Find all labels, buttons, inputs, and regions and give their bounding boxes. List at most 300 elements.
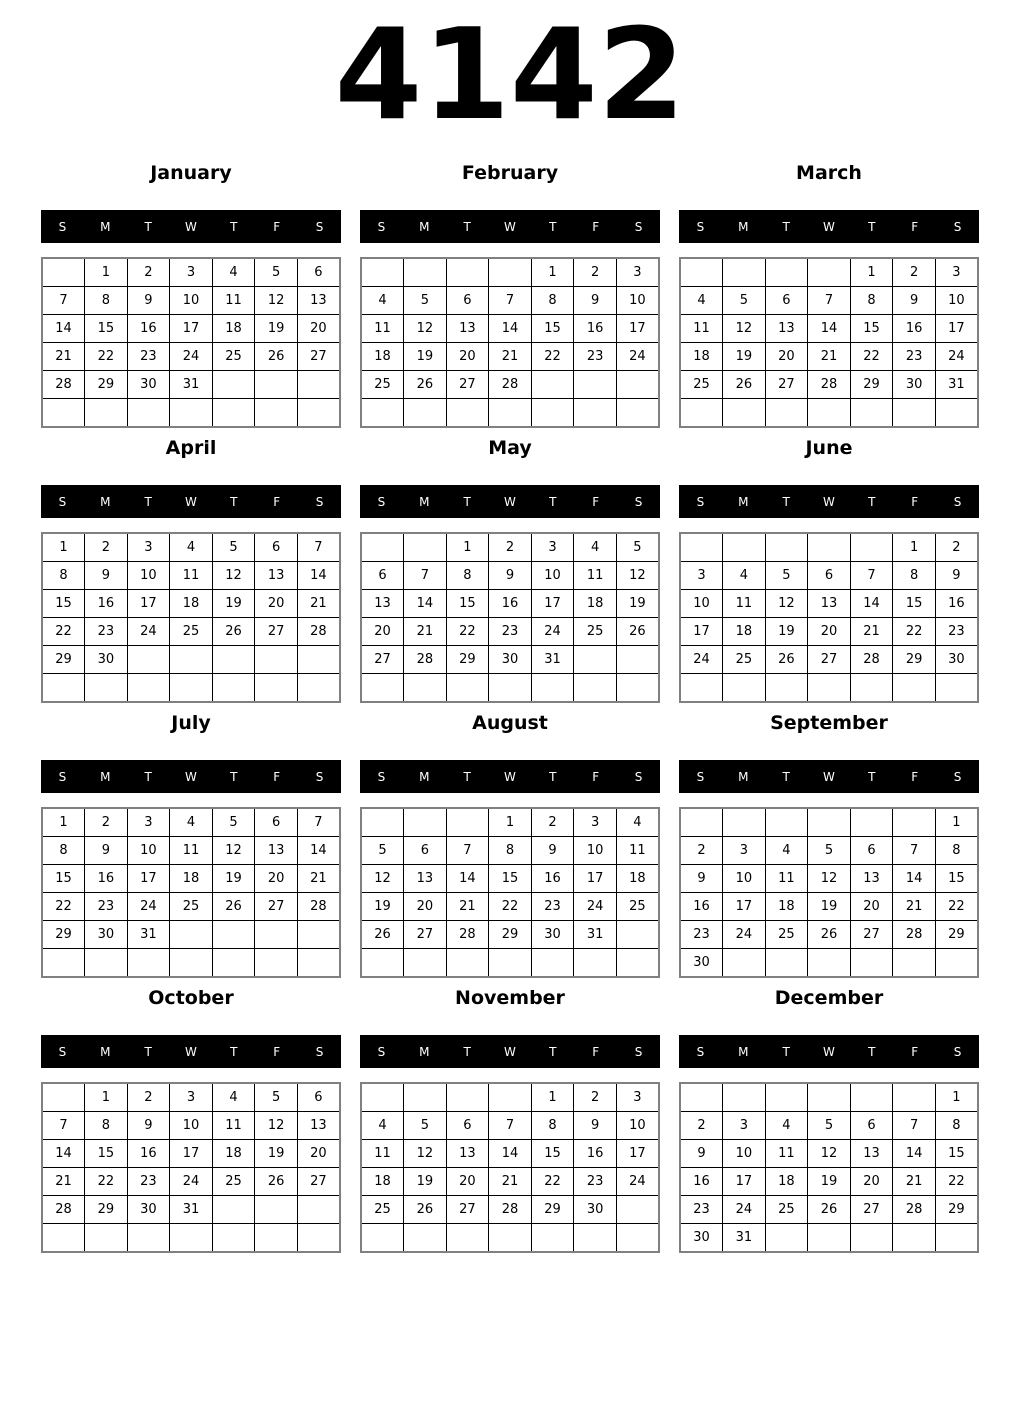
week-row bbox=[42, 865, 340, 893]
week-row bbox=[680, 1224, 978, 1253]
empty-day-cell bbox=[255, 1196, 298, 1224]
day-cell: 13 bbox=[850, 865, 893, 893]
weekday-label: S bbox=[953, 494, 962, 509]
day-cell: 26 bbox=[616, 618, 659, 646]
empty-day-cell bbox=[489, 1083, 532, 1112]
day-cell: 4 bbox=[574, 533, 617, 562]
empty-day-cell bbox=[170, 1224, 213, 1253]
empty-day-cell bbox=[808, 533, 851, 562]
day-cell: 5 bbox=[404, 1112, 447, 1140]
weekday-label: W bbox=[504, 494, 516, 509]
empty-day-cell bbox=[361, 533, 404, 562]
day-cell: 1 bbox=[42, 808, 85, 837]
weekday-label: M bbox=[100, 1044, 111, 1059]
weekday-label: T bbox=[782, 1044, 790, 1059]
day-cell: 2 bbox=[893, 258, 936, 287]
month-april bbox=[41, 437, 341, 703]
day-cell: 3 bbox=[616, 258, 659, 287]
week-row bbox=[680, 315, 978, 343]
day-cell: 20 bbox=[808, 618, 851, 646]
week-row bbox=[680, 562, 978, 590]
month-grid bbox=[360, 807, 660, 978]
weekday-label: T bbox=[144, 1044, 152, 1059]
empty-day-cell bbox=[127, 646, 170, 674]
day-cell: 5 bbox=[616, 533, 659, 562]
week-row bbox=[361, 865, 659, 893]
day-cell: 25 bbox=[212, 1168, 255, 1196]
weekday-header-bar bbox=[360, 210, 660, 243]
day-cell: 10 bbox=[127, 562, 170, 590]
day-cell: 13 bbox=[446, 315, 489, 343]
day-cell: 30 bbox=[127, 371, 170, 399]
empty-day-cell bbox=[446, 399, 489, 428]
week-row bbox=[42, 893, 340, 921]
day-cell: 3 bbox=[127, 808, 170, 837]
day-cell: 19 bbox=[212, 865, 255, 893]
day-cell: 22 bbox=[42, 618, 85, 646]
day-cell: 25 bbox=[574, 618, 617, 646]
day-cell: 4 bbox=[723, 562, 766, 590]
day-cell: 30 bbox=[85, 646, 128, 674]
day-cell: 9 bbox=[127, 1112, 170, 1140]
day-cell: 21 bbox=[297, 865, 340, 893]
empty-day-cell bbox=[574, 646, 617, 674]
empty-day-cell bbox=[404, 674, 447, 703]
day-cell: 6 bbox=[850, 1112, 893, 1140]
day-cell: 2 bbox=[680, 837, 723, 865]
day-cell: 10 bbox=[723, 1140, 766, 1168]
empty-day-cell bbox=[765, 808, 808, 837]
day-cell: 5 bbox=[404, 287, 447, 315]
day-cell: 11 bbox=[765, 865, 808, 893]
day-cell: 21 bbox=[808, 343, 851, 371]
day-cell: 26 bbox=[808, 1196, 851, 1224]
weekday-label: W bbox=[185, 494, 197, 509]
empty-day-cell bbox=[531, 371, 574, 399]
week-row bbox=[361, 808, 659, 837]
month-grid bbox=[41, 807, 341, 978]
day-cell: 16 bbox=[935, 590, 978, 618]
week-row bbox=[361, 1196, 659, 1224]
weekday-label: S bbox=[696, 1044, 705, 1059]
empty-day-cell bbox=[893, 1083, 936, 1112]
week-row bbox=[42, 343, 340, 371]
empty-day-cell bbox=[574, 1224, 617, 1253]
day-cell: 2 bbox=[127, 258, 170, 287]
weekday-label: S bbox=[696, 769, 705, 784]
day-cell: 8 bbox=[531, 1112, 574, 1140]
week-row bbox=[680, 949, 978, 978]
day-cell: 29 bbox=[42, 646, 85, 674]
day-cell: 7 bbox=[404, 562, 447, 590]
week-row bbox=[42, 590, 340, 618]
weekday-label: S bbox=[696, 219, 705, 234]
day-cell: 12 bbox=[212, 562, 255, 590]
empty-day-cell bbox=[85, 399, 128, 428]
weekday-label: S bbox=[58, 494, 67, 509]
empty-day-cell bbox=[531, 399, 574, 428]
day-cell: 11 bbox=[212, 287, 255, 315]
day-cell: 2 bbox=[574, 258, 617, 287]
day-cell: 29 bbox=[531, 1196, 574, 1224]
day-cell: 9 bbox=[489, 562, 532, 590]
empty-day-cell bbox=[893, 1224, 936, 1253]
empty-day-cell bbox=[170, 674, 213, 703]
day-cell: 17 bbox=[127, 865, 170, 893]
empty-day-cell bbox=[489, 949, 532, 978]
empty-day-cell bbox=[765, 949, 808, 978]
empty-day-cell bbox=[170, 646, 213, 674]
day-cell: 17 bbox=[170, 315, 213, 343]
day-cell: 8 bbox=[935, 837, 978, 865]
week-row bbox=[680, 837, 978, 865]
day-cell: 13 bbox=[297, 287, 340, 315]
day-cell: 17 bbox=[723, 1168, 766, 1196]
week-row bbox=[680, 921, 978, 949]
week-row bbox=[42, 1168, 340, 1196]
day-cell: 18 bbox=[765, 1168, 808, 1196]
weekday-label: M bbox=[100, 769, 111, 784]
weekday-label: W bbox=[823, 769, 835, 784]
week-row bbox=[680, 646, 978, 674]
empty-day-cell bbox=[850, 399, 893, 428]
day-cell: 16 bbox=[127, 315, 170, 343]
weekday-header-bar bbox=[679, 210, 979, 243]
month-title: August bbox=[472, 712, 548, 734]
day-cell: 14 bbox=[297, 837, 340, 865]
day-cell: 15 bbox=[893, 590, 936, 618]
empty-day-cell bbox=[765, 1224, 808, 1253]
empty-day-cell bbox=[404, 258, 447, 287]
day-cell: 29 bbox=[85, 371, 128, 399]
empty-day-cell bbox=[361, 808, 404, 837]
day-cell: 3 bbox=[935, 258, 978, 287]
day-cell: 9 bbox=[893, 287, 936, 315]
day-cell: 3 bbox=[127, 533, 170, 562]
day-cell: 18 bbox=[170, 865, 213, 893]
day-cell: 17 bbox=[531, 590, 574, 618]
weekday-label: M bbox=[738, 1044, 749, 1059]
weekday-label: S bbox=[696, 494, 705, 509]
day-cell: 24 bbox=[616, 1168, 659, 1196]
empty-day-cell bbox=[212, 1224, 255, 1253]
empty-day-cell bbox=[212, 674, 255, 703]
day-cell: 9 bbox=[85, 562, 128, 590]
day-cell: 16 bbox=[531, 865, 574, 893]
day-cell: 9 bbox=[574, 1112, 617, 1140]
day-cell: 13 bbox=[361, 590, 404, 618]
weekday-label: S bbox=[953, 219, 962, 234]
empty-day-cell bbox=[850, 1083, 893, 1112]
week-row bbox=[680, 533, 978, 562]
day-cell: 8 bbox=[489, 837, 532, 865]
day-cell: 3 bbox=[680, 562, 723, 590]
empty-day-cell bbox=[446, 258, 489, 287]
weekday-label: S bbox=[315, 769, 324, 784]
day-cell: 8 bbox=[446, 562, 489, 590]
empty-day-cell bbox=[446, 1083, 489, 1112]
week-row bbox=[680, 399, 978, 428]
day-cell: 10 bbox=[170, 287, 213, 315]
weekday-header-bar bbox=[41, 760, 341, 793]
day-cell: 22 bbox=[42, 893, 85, 921]
day-cell: 28 bbox=[489, 1196, 532, 1224]
day-cell: 7 bbox=[893, 837, 936, 865]
empty-day-cell bbox=[616, 1224, 659, 1253]
day-cell: 1 bbox=[531, 1083, 574, 1112]
empty-day-cell bbox=[765, 533, 808, 562]
week-row bbox=[361, 646, 659, 674]
day-cell: 30 bbox=[680, 949, 723, 978]
month-january bbox=[41, 162, 341, 428]
day-cell: 24 bbox=[723, 921, 766, 949]
day-cell: 5 bbox=[765, 562, 808, 590]
day-cell: 27 bbox=[446, 371, 489, 399]
empty-day-cell bbox=[170, 399, 213, 428]
day-cell: 23 bbox=[127, 1168, 170, 1196]
empty-day-cell bbox=[531, 1224, 574, 1253]
empty-day-cell bbox=[808, 674, 851, 703]
week-row bbox=[361, 1224, 659, 1253]
empty-day-cell bbox=[616, 399, 659, 428]
empty-day-cell bbox=[574, 674, 617, 703]
week-row bbox=[361, 893, 659, 921]
day-cell: 22 bbox=[935, 1168, 978, 1196]
empty-day-cell bbox=[297, 1196, 340, 1224]
weekday-label: F bbox=[273, 1044, 281, 1059]
day-cell: 23 bbox=[85, 893, 128, 921]
day-cell: 14 bbox=[893, 1140, 936, 1168]
weekday-label: T bbox=[549, 1044, 557, 1059]
day-cell: 31 bbox=[170, 371, 213, 399]
day-cell: 10 bbox=[170, 1112, 213, 1140]
day-cell: 14 bbox=[850, 590, 893, 618]
day-cell: 25 bbox=[723, 646, 766, 674]
day-cell: 6 bbox=[404, 837, 447, 865]
empty-day-cell bbox=[85, 674, 128, 703]
empty-day-cell bbox=[616, 1196, 659, 1224]
month-december bbox=[679, 987, 979, 1253]
weekday-label: T bbox=[549, 769, 557, 784]
day-cell: 5 bbox=[723, 287, 766, 315]
day-cell: 6 bbox=[446, 1112, 489, 1140]
weekday-header-bar bbox=[41, 485, 341, 518]
day-cell: 16 bbox=[127, 1140, 170, 1168]
day-cell: 16 bbox=[680, 1168, 723, 1196]
day-cell: 17 bbox=[127, 590, 170, 618]
day-cell: 31 bbox=[935, 371, 978, 399]
empty-day-cell bbox=[765, 258, 808, 287]
day-cell: 1 bbox=[850, 258, 893, 287]
empty-day-cell bbox=[255, 399, 298, 428]
weekday-label: M bbox=[738, 219, 749, 234]
weekday-label: F bbox=[911, 219, 919, 234]
day-cell: 18 bbox=[170, 590, 213, 618]
day-cell: 25 bbox=[361, 371, 404, 399]
empty-day-cell bbox=[255, 674, 298, 703]
week-row bbox=[680, 371, 978, 399]
day-cell: 9 bbox=[531, 837, 574, 865]
week-row bbox=[361, 287, 659, 315]
weekday-label: F bbox=[592, 1044, 600, 1059]
day-cell: 23 bbox=[574, 1168, 617, 1196]
empty-day-cell bbox=[361, 258, 404, 287]
weekday-label: S bbox=[634, 769, 643, 784]
month-title: February bbox=[461, 162, 559, 184]
day-cell: 4 bbox=[170, 808, 213, 837]
week-row bbox=[42, 1140, 340, 1168]
day-cell: 15 bbox=[850, 315, 893, 343]
day-cell: 23 bbox=[680, 921, 723, 949]
day-cell: 1 bbox=[935, 808, 978, 837]
day-cell: 14 bbox=[42, 1140, 85, 1168]
month-grid bbox=[679, 532, 979, 703]
day-cell: 4 bbox=[616, 808, 659, 837]
day-cell: 1 bbox=[531, 258, 574, 287]
empty-day-cell bbox=[935, 674, 978, 703]
day-cell: 15 bbox=[935, 1140, 978, 1168]
empty-day-cell bbox=[404, 808, 447, 837]
day-cell: 8 bbox=[85, 287, 128, 315]
day-cell: 10 bbox=[723, 865, 766, 893]
weekday-header-bar bbox=[360, 485, 660, 518]
day-cell: 11 bbox=[723, 590, 766, 618]
day-cell: 1 bbox=[42, 533, 85, 562]
empty-day-cell bbox=[212, 371, 255, 399]
empty-day-cell bbox=[446, 808, 489, 837]
week-row bbox=[680, 1140, 978, 1168]
day-cell: 27 bbox=[255, 893, 298, 921]
day-cell: 16 bbox=[574, 315, 617, 343]
week-row bbox=[42, 949, 340, 978]
empty-day-cell bbox=[127, 949, 170, 978]
day-cell: 24 bbox=[127, 893, 170, 921]
weekday-label: T bbox=[230, 219, 238, 234]
week-row bbox=[361, 949, 659, 978]
day-cell: 10 bbox=[935, 287, 978, 315]
day-cell: 13 bbox=[765, 315, 808, 343]
weekday-label: S bbox=[377, 219, 386, 234]
day-cell: 25 bbox=[170, 893, 213, 921]
month-may bbox=[360, 437, 660, 703]
day-cell: 6 bbox=[255, 808, 298, 837]
weekday-label: F bbox=[273, 494, 281, 509]
day-cell: 10 bbox=[680, 590, 723, 618]
day-cell: 30 bbox=[680, 1224, 723, 1253]
empty-day-cell bbox=[42, 1083, 85, 1112]
day-cell: 4 bbox=[212, 258, 255, 287]
day-cell: 29 bbox=[85, 1196, 128, 1224]
empty-day-cell bbox=[850, 1224, 893, 1253]
day-cell: 26 bbox=[212, 618, 255, 646]
week-row bbox=[680, 1112, 978, 1140]
week-row bbox=[42, 837, 340, 865]
empty-day-cell bbox=[808, 1224, 851, 1253]
empty-day-cell bbox=[935, 399, 978, 428]
day-cell: 12 bbox=[808, 865, 851, 893]
day-cell: 27 bbox=[808, 646, 851, 674]
empty-day-cell bbox=[808, 949, 851, 978]
weekday-label: S bbox=[315, 219, 324, 234]
week-row bbox=[42, 674, 340, 703]
month-february bbox=[360, 162, 660, 428]
week-row bbox=[42, 533, 340, 562]
day-cell: 23 bbox=[531, 893, 574, 921]
empty-day-cell bbox=[255, 371, 298, 399]
weekday-label: T bbox=[868, 219, 876, 234]
day-cell: 8 bbox=[935, 1112, 978, 1140]
month-august bbox=[360, 712, 660, 978]
empty-day-cell bbox=[446, 949, 489, 978]
weekday-label: F bbox=[592, 769, 600, 784]
day-cell: 7 bbox=[42, 287, 85, 315]
day-cell: 19 bbox=[616, 590, 659, 618]
day-cell: 10 bbox=[127, 837, 170, 865]
day-cell: 11 bbox=[170, 562, 213, 590]
day-cell: 24 bbox=[170, 343, 213, 371]
empty-day-cell bbox=[765, 1083, 808, 1112]
day-cell: 23 bbox=[893, 343, 936, 371]
empty-day-cell bbox=[680, 1083, 723, 1112]
day-cell: 22 bbox=[446, 618, 489, 646]
weekday-label: F bbox=[911, 494, 919, 509]
weekday-label: M bbox=[419, 494, 430, 509]
day-cell: 1 bbox=[446, 533, 489, 562]
empty-day-cell bbox=[680, 258, 723, 287]
month-grid bbox=[679, 1082, 979, 1253]
empty-day-cell bbox=[127, 674, 170, 703]
month-title: December bbox=[774, 987, 884, 1009]
day-cell: 22 bbox=[531, 343, 574, 371]
day-cell: 27 bbox=[297, 1168, 340, 1196]
day-cell: 30 bbox=[489, 646, 532, 674]
day-cell: 4 bbox=[765, 1112, 808, 1140]
day-cell: 14 bbox=[893, 865, 936, 893]
week-row bbox=[42, 258, 340, 287]
day-cell: 30 bbox=[85, 921, 128, 949]
day-cell: 12 bbox=[212, 837, 255, 865]
day-cell: 2 bbox=[935, 533, 978, 562]
day-cell: 12 bbox=[723, 315, 766, 343]
day-cell: 21 bbox=[489, 1168, 532, 1196]
week-row bbox=[680, 1083, 978, 1112]
empty-day-cell bbox=[616, 674, 659, 703]
day-cell: 4 bbox=[212, 1083, 255, 1112]
day-cell: 16 bbox=[574, 1140, 617, 1168]
day-cell: 9 bbox=[680, 865, 723, 893]
weekday-label: T bbox=[230, 494, 238, 509]
week-row bbox=[680, 674, 978, 703]
day-cell: 17 bbox=[170, 1140, 213, 1168]
day-cell: 4 bbox=[680, 287, 723, 315]
day-cell: 9 bbox=[935, 562, 978, 590]
day-cell: 5 bbox=[808, 1112, 851, 1140]
month-title: September bbox=[770, 712, 888, 734]
day-cell: 22 bbox=[489, 893, 532, 921]
weekday-label: W bbox=[504, 769, 516, 784]
day-cell: 13 bbox=[255, 562, 298, 590]
empty-day-cell bbox=[404, 533, 447, 562]
months-grid bbox=[0, 162, 1020, 1253]
day-cell: 19 bbox=[723, 343, 766, 371]
day-cell: 9 bbox=[574, 287, 617, 315]
day-cell: 19 bbox=[808, 1168, 851, 1196]
week-row bbox=[42, 562, 340, 590]
day-cell: 3 bbox=[723, 1112, 766, 1140]
day-cell: 15 bbox=[489, 865, 532, 893]
empty-day-cell bbox=[680, 808, 723, 837]
day-cell: 10 bbox=[574, 837, 617, 865]
